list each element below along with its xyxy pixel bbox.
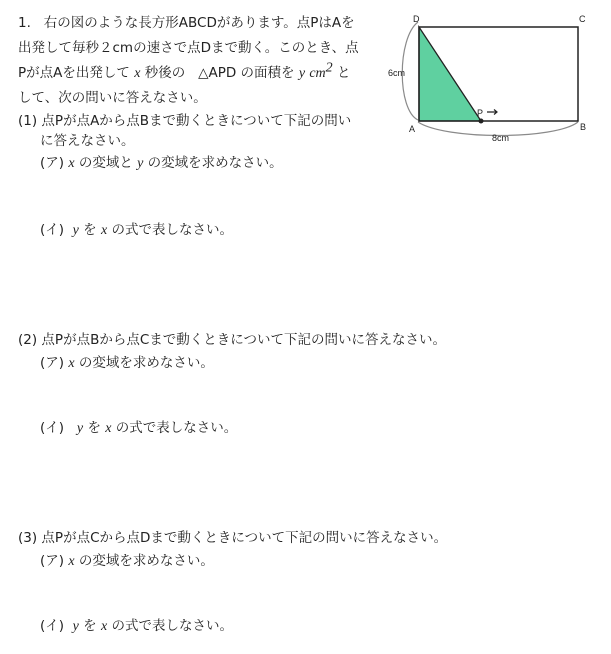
part2-a-end: の変域を求めなさい。	[78, 355, 214, 371]
part1-question	[18, 111, 351, 131]
var-x: x	[134, 66, 141, 81]
part3-a-end: の変域を求めなさい。	[78, 553, 214, 569]
part1-a-label: (ア)	[40, 155, 65, 171]
var-x: x	[100, 223, 108, 238]
part3-subquestion-a	[40, 551, 214, 572]
part2-b-end: の式で表しなさい。	[115, 420, 238, 436]
part3-subquestion-b	[40, 616, 233, 637]
label-a: A	[409, 124, 416, 134]
problem-intro-line3	[18, 60, 351, 84]
part3-a-label: (ア)	[40, 553, 65, 569]
part2-question	[18, 330, 446, 350]
var-y: y	[72, 223, 79, 238]
label-d: D	[413, 14, 420, 24]
part1-line2: に答えなさい。	[40, 133, 135, 149]
part2-subquestion-a	[40, 353, 214, 374]
part3-label: (3)	[18, 530, 38, 546]
problem-number: 1.	[18, 15, 31, 31]
part1-a-mid: の変域と	[78, 155, 133, 171]
part1-a-end: の変域を求めなさい。	[147, 155, 283, 171]
height-label: 6cm	[388, 68, 406, 78]
intro-text-3c: △APD の面積を	[198, 65, 295, 81]
part1-subquestion-b	[40, 220, 233, 241]
part1-b-label: (イ)	[40, 222, 65, 238]
var-y: y	[76, 421, 84, 436]
part3-b-end: の式で表しなさい。	[111, 618, 233, 634]
part1-question-cont	[40, 131, 135, 151]
intro-text-1: 右の図のような長方形ABCDがあります。点PはAを	[43, 15, 355, 31]
var-x: x	[68, 554, 75, 569]
part2-b-mid: を	[87, 420, 101, 436]
problem-intro-line2	[18, 38, 359, 58]
part2-label: (2)	[18, 332, 38, 348]
var-x: x	[100, 619, 108, 634]
part2-line1: 点Pが点Bから点Cまで動くときについて下記の問いに答えなさい。	[41, 332, 446, 348]
part3-b-mid: を	[83, 618, 97, 634]
width-label: 8cm	[492, 133, 510, 143]
intro-text-3d: と	[336, 65, 351, 81]
problem-intro-line4	[18, 88, 207, 108]
part1-line1: 点Pが点Aから点Bまで動くときについて下記の問い	[41, 113, 352, 129]
part3-line1: 点Pが点Cから点Dまで動くときについて下記の問いに答えなさい。	[41, 530, 448, 546]
part1-b-mid: を	[83, 222, 97, 238]
label-b: B	[580, 122, 587, 132]
unit-exponent: 2	[325, 60, 333, 76]
part2-b-label: (イ)	[40, 420, 65, 436]
part2-a-label: (ア)	[40, 355, 65, 371]
var-x: x	[68, 156, 75, 171]
var-y: y	[137, 156, 144, 171]
intro-text-4: して、次の問いに答えなさい。	[18, 90, 207, 106]
part2-subquestion-b	[40, 418, 237, 439]
var-y: y	[298, 66, 306, 81]
rectangle-figure	[385, 10, 600, 145]
intro-text-3a: Pが点Aを出発して	[18, 65, 130, 81]
intro-text-3b: 秒後の	[144, 65, 186, 81]
part1-b-end: の式で表しなさい。	[111, 222, 233, 238]
problem-intro-line1	[18, 13, 355, 33]
triangle-apd	[419, 27, 484, 121]
intro-text-2: 出発して毎秒２cmの速さで点Dまで動く。このとき、点	[18, 40, 359, 56]
arrow-right-icon	[487, 110, 497, 115]
part3-b-label: (イ)	[40, 618, 65, 634]
var-x: x	[68, 356, 75, 371]
label-c: C	[579, 14, 586, 24]
unit-cm: cm	[309, 66, 326, 81]
var-y: y	[72, 619, 79, 634]
label-p: P	[477, 108, 484, 118]
part1-subquestion-a	[40, 153, 283, 174]
var-x: x	[105, 421, 112, 436]
point-p	[479, 119, 484, 124]
part3-question	[18, 528, 447, 548]
part1-label: (1)	[18, 113, 38, 129]
